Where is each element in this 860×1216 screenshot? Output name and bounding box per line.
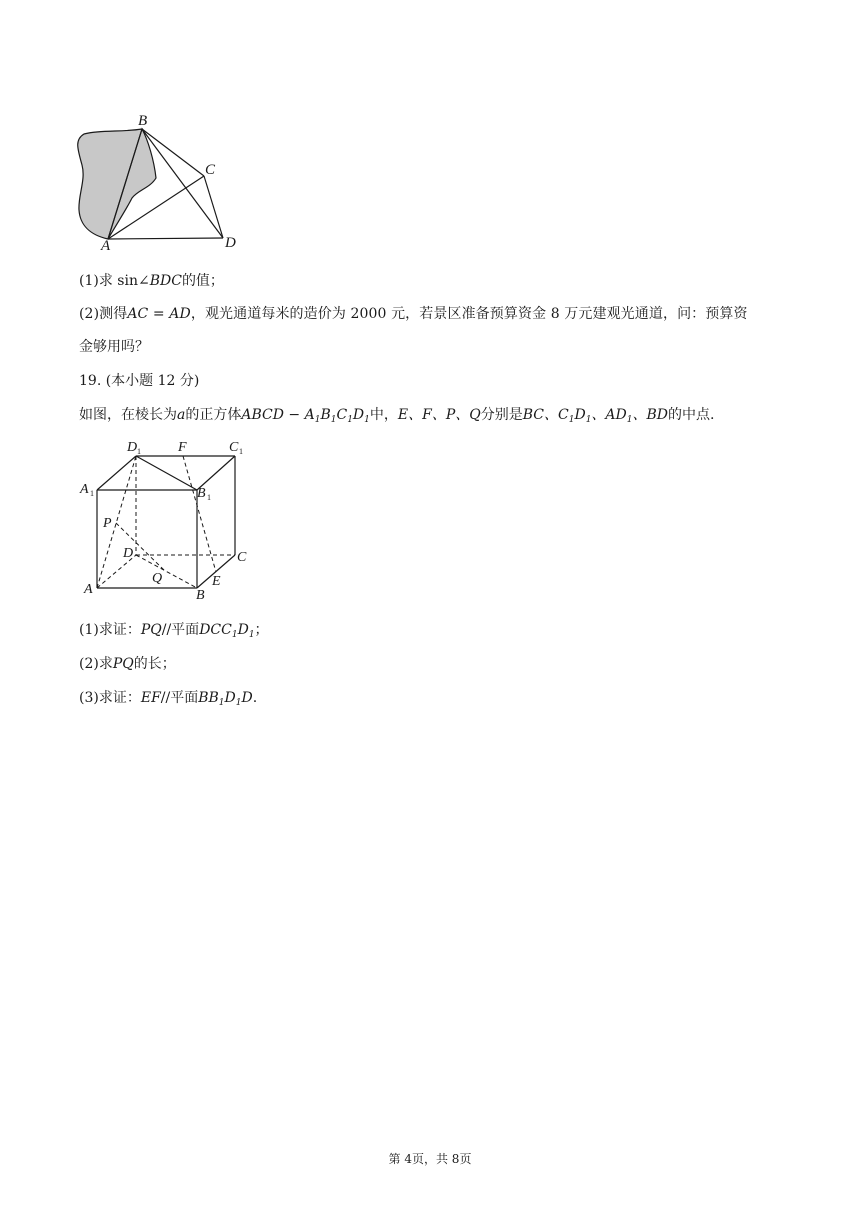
label-A: A <box>101 238 111 254</box>
svg-text:B: B <box>197 486 206 501</box>
svg-text:A: A <box>84 582 93 597</box>
q19-part1-mid: //平面 <box>161 622 200 638</box>
q18-part1 <box>79 271 224 291</box>
q19-part1: (1)求证：PQ//平面$DCC_1D_1$； <box>79 622 269 640</box>
q19-part2-seg: PQ <box>112 656 134 672</box>
q19-part1-prefix: (1)求证： <box>79 622 141 638</box>
svg-text:C: C <box>229 440 239 455</box>
stem-text-1: 如图，在棱长为 <box>79 407 177 423</box>
q19-part1-plane: $DCC_1D_1$ <box>199 622 255 640</box>
svg-text:P: P <box>103 516 112 531</box>
q18-part2-prefix: (2)测得 <box>79 306 128 322</box>
figure-cube <box>75 435 265 605</box>
stem-points: E、F、P、Q <box>397 407 481 423</box>
q19-part3-mid: //平面 <box>160 690 199 706</box>
q19-part3-plane: $BB_1D_1D$ <box>198 690 253 708</box>
svg-text:D: D <box>123 546 134 561</box>
svg-text:B: B <box>196 588 205 603</box>
svg-text:1: 1 <box>90 489 94 498</box>
svg-text:D: D <box>127 440 138 455</box>
stem-text-3: 中， <box>369 407 398 423</box>
q19-part2 <box>79 654 176 674</box>
q18-part1-suffix: 的值； <box>181 273 224 289</box>
edge-CD <box>204 176 223 238</box>
stem-text-2: 的正方体 <box>185 407 242 423</box>
svg-text:1: 1 <box>137 447 141 456</box>
label-D: D <box>225 235 236 251</box>
stem-a: a <box>177 407 186 423</box>
svg-text:C: C <box>237 550 247 565</box>
svg-text:1: 1 <box>207 493 211 502</box>
q19-part1-line: PQ <box>140 622 162 638</box>
svg-text:1: 1 <box>239 447 243 456</box>
page-footer: 第 4页，共 8页 <box>388 1152 472 1166</box>
edge-AD <box>108 238 223 239</box>
stem-text-4: 分别是 <box>480 407 523 423</box>
figure-quadrilateral <box>70 110 250 260</box>
q18-part1-angle: BDC <box>149 273 182 289</box>
q19-part3: (3)求证：EF//平面$BB_1D_1D$. <box>79 690 258 708</box>
shaded-region <box>78 129 156 239</box>
svg-text:E: E <box>212 574 221 589</box>
q18-part1-prefix: (1)求 sin∠ <box>79 273 150 289</box>
q19-part3-line: EF <box>140 690 161 706</box>
q18-part2-line2: 金够用吗？ <box>79 339 149 355</box>
stem-segments: BC、$C_1D_1$、$AD_1$、BD <box>522 407 669 425</box>
label-B: B <box>138 113 148 129</box>
edge-BD <box>142 129 223 238</box>
stem-text-5: 的中点. <box>668 407 715 423</box>
stem-cube: ABCD − $A_1B_1C_1D_1$ <box>241 407 370 425</box>
q19-header: 19. (本小题 12 分) <box>79 373 200 389</box>
q19-part2-suffix: 的长； <box>133 656 176 672</box>
q19-part2-prefix: (2)求 <box>79 656 113 672</box>
q19-stem <box>79 405 714 430</box>
svg-text:Q: Q <box>152 571 163 586</box>
svg-text:A: A <box>80 482 89 497</box>
svg-text:F: F <box>178 440 187 455</box>
q18-part2-line1 <box>79 304 748 324</box>
label-C: C <box>205 162 216 178</box>
q18-part2-eq: AC = AD <box>127 306 191 322</box>
q19-part3-prefix: (3)求证： <box>79 690 141 706</box>
q18-part2-rest: ，观光通道每米的造价为 2000 元，若景区准备预算资金 8 万元建观光通道，问：预算资 <box>190 306 748 322</box>
